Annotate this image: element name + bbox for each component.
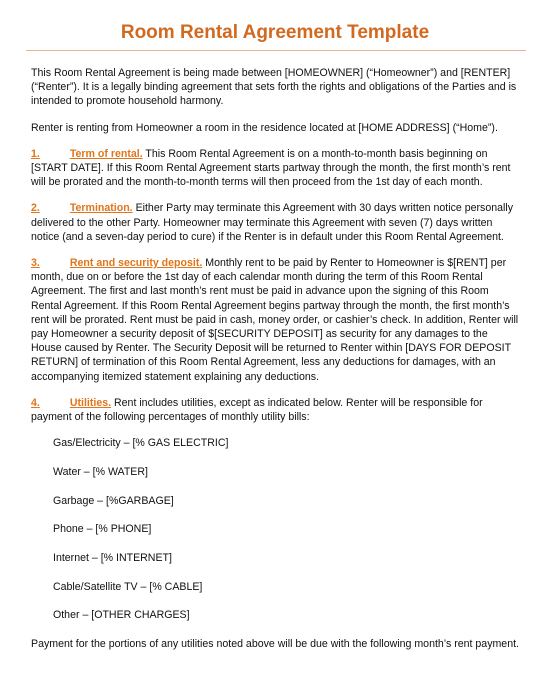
list-item: Cable/Satellite TV – [% CABLE] <box>53 580 203 593</box>
list-item: Other – [OTHER CHARGES] <box>53 609 190 622</box>
section-term <box>31 147 519 190</box>
section-number: 1. <box>31 147 40 160</box>
section-utilities <box>31 396 519 424</box>
section-heading: Rent and security deposit. <box>69 257 203 270</box>
section-text: Monthly rent to be paid by Renter to Homeowner is $[RENT] per month, due on or before the 1st day of each calendar month during the term of this Room Rental Agreement. The first and last month’s rent must be paid in advance upon the signing of this Room Rental Agreement. If this Room Rental Agreement begins partway through the month, the first month’s rent will be prorated. Rent must be paid in cash, money order, or cashier’s check. In addition, Renter will pay Homeowner a security deposit of $[SECURITY DEPOSIT] as security for any damages to the House caused by Renter. The Security Deposit will be returned to Renter within [DAYS FOR DEPOSIT RETURN] of termination of this Room Rental Agreement, less any deductions for damages, with an accompanying itemized statement explaining any deductions. <box>31 257 519 383</box>
list-item: Phone – [% PHONE] <box>53 523 152 536</box>
list-item: Water – [% WATER] <box>53 465 148 478</box>
renting-paragraph: Renter is renting from Homeowner a room in the residence located at [HOME ADDRESS] (“Home”). <box>31 121 498 134</box>
section-termination <box>31 201 519 244</box>
section-heading: Termination. <box>69 202 133 215</box>
list-item: Internet – [% INTERNET] <box>53 552 172 565</box>
list-item: Gas/Electricity – [% GAS ELECTRIC] <box>53 437 229 450</box>
document-title: Room Rental Agreement Template <box>120 22 430 43</box>
section-number: 4. <box>31 396 40 409</box>
document-body <box>31 66 519 663</box>
section-text: Either Party may terminate this Agreement with 30 days written notice personally delivered to the other Party. Homeowner may terminate this Agreement with seven (7) days written notice (and a seven-day period to cure) if the Renter is in default under this Room Rental Agreement. <box>31 202 513 243</box>
section-heading: Utilities. <box>69 396 112 409</box>
intro-paragraph: This Room Rental Agreement is being made between [HOMEOWNER] (“Homeowner”) and [RENTER] (“Renter”). It is a legally binding agreement that sets forth the rights and obligations of the Parties and is intended to promote household harmony. <box>31 67 517 108</box>
utilities-list <box>31 436 519 622</box>
list-item: Garbage – [%GARBAGE] <box>53 494 174 507</box>
section-rent <box>31 256 519 384</box>
section-heading: Term of rental. <box>69 147 143 160</box>
section-number: 3. <box>31 257 40 270</box>
payment-paragraph: Payment for the portions of any utilities noted above will be due with the following month’s rent payment. <box>31 638 519 651</box>
title-divider <box>26 50 526 51</box>
section-text: This Room Rental Agreement is on a month-to-month basis beginning on [START DATE]. If this Room Rental Agreement starts partway through the month, the first month’s rent will be prorated and the month-to-month terms will then proceed from the 1st day of each month. <box>31 147 511 189</box>
section-text: Rent includes utilities, except as indicated below. Renter will be responsible for payment of the following percentages of monthly utility bills: <box>31 396 483 424</box>
section-number: 2. <box>31 202 40 215</box>
